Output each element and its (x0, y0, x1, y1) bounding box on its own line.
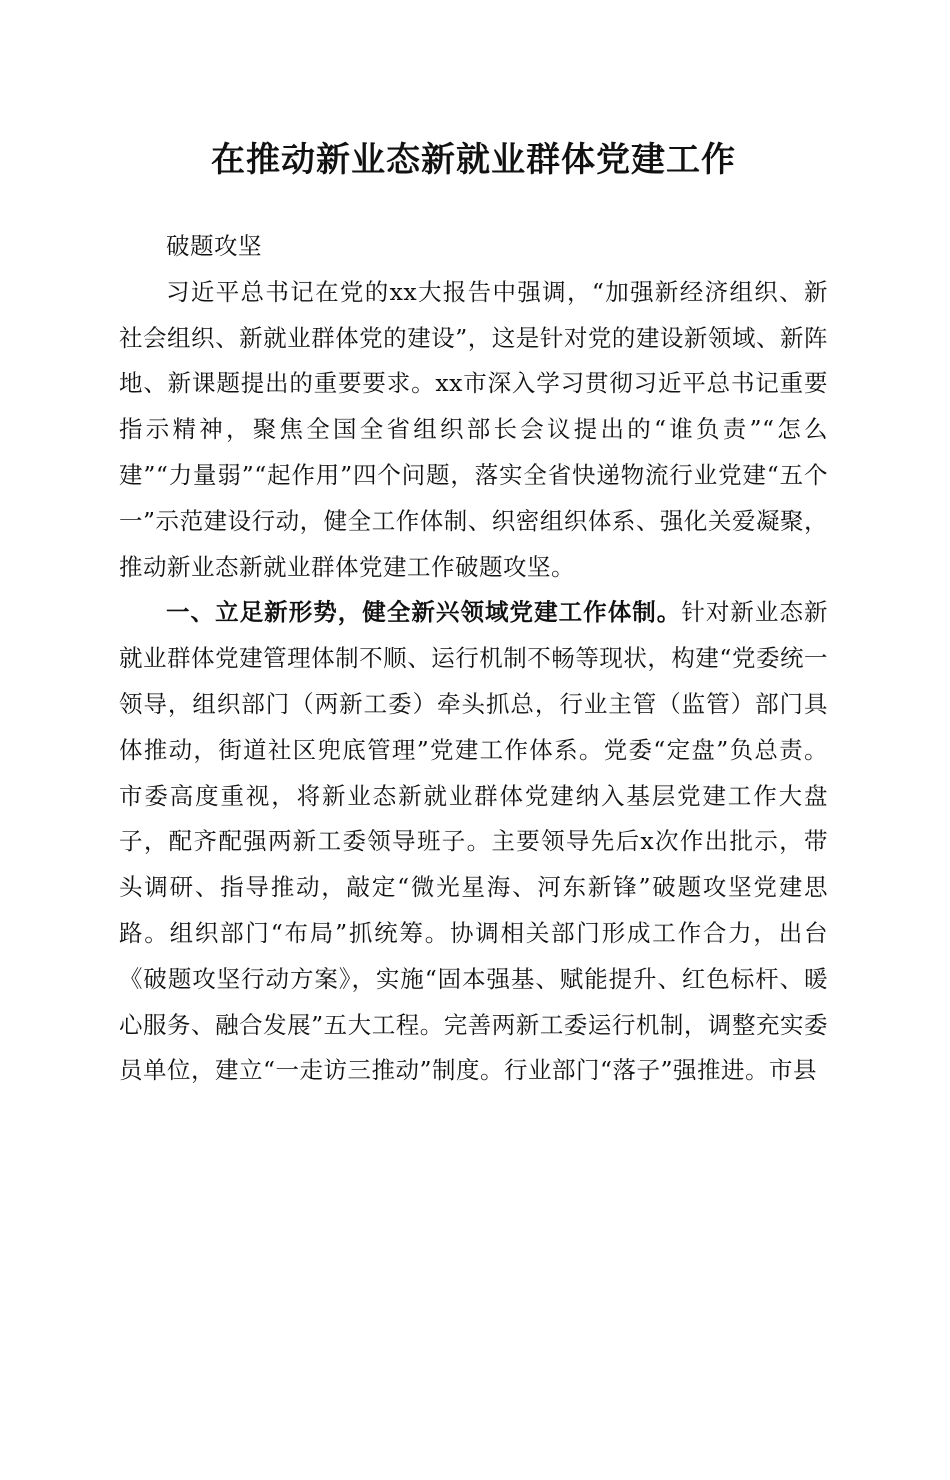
intro-paragraph: 习近平总书记在党的xx大报告中强调，“加强新经济组织、新社会组织、新就业群体党的建设”，这是针对党的建设新领域、新阵地、新课题提出的重要要求。xx市深入学习贯彻习近平总书记重要指示精神，聚焦全国全省组织部长会议提出的“谁负责”“怎么建”“力量弱”“起作用”四个问题，落实全省快递物流行业党建“五个一”示范建设行动，健全工作体制、织密组织体系、强化关爱凝聚，推动新业态新就业群体党建工作破题攻坚。 (119, 277, 828, 581)
section-1-text: 针对新业态新就业群体党建管理体制不顺、运行机制不畅等现状，构建“党委统一领导，组织部门（两新工委）牵头抓总，行业主管（监管）部门具体推动，街道社区兜底管理”党建工作体系。党委“定盘”负总责。市委高度重视，将新业态新就业群体党建纳入基层党建工作大盘子，配齐配强两新工委领导班子。主要领导先后x次作出批示，带头调研、指导推动，敲定“微光星海、河东新锋”破题攻坚党建思路。组织部门“布局”抓统筹。协调相关部门形成工作合力，出台《破题攻坚行动方案》，实施“固本强基、赋能提升、红色标杆、暖心服务、融合发展”五大工程。完善两新工委运行机制，调整充实委员单位，建立“一走访三推动”制度。行业部门“落子”强推进。市县 (119, 598, 829, 1085)
subtitle-paragraph: 破题攻坚 (166, 232, 262, 260)
section-1-paragraph (119, 590, 828, 1094)
document-body (119, 224, 828, 1094)
section-1-heading: 一、立足新形势，健全新兴领域党建工作体制。 (166, 598, 682, 627)
document-title: 在推动新业态新就业群体党建工作 (211, 140, 736, 180)
document-page (0, 136, 950, 1480)
